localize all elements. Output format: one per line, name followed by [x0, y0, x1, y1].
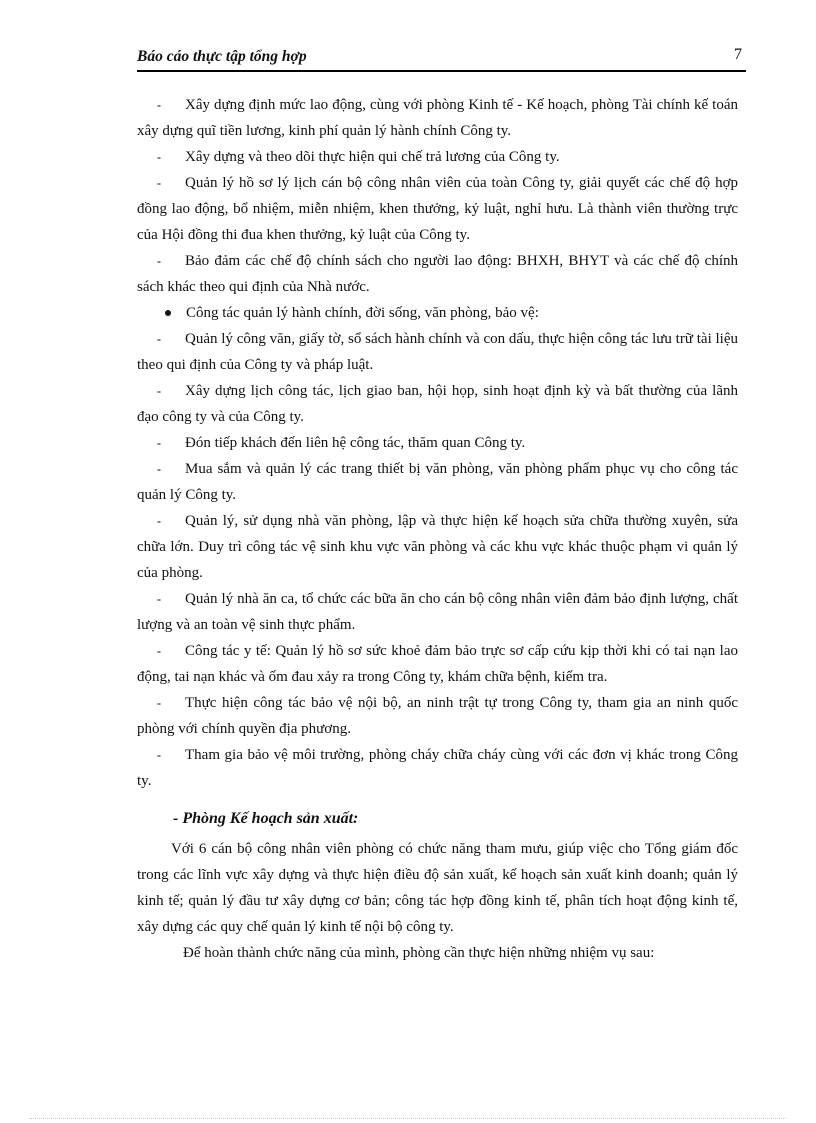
- body-paragraph: Với 6 cán bộ công nhân viên phòng có chức năng tham mưu, giúp việc cho Tổng giám đốc trong các lĩnh vực xây dựng và thực hiện điều độ sản xuất, kế hoạch sản xuất kinh doanh; quản lý kinh tế; quản lý đầu tư xây dựng cơ bản; công tác hợp đồng kinh tế, phân tích hoạt động kinh tế, xây dựng các quy chế quản lý kinh tế nội bộ công ty.: [137, 841, 738, 935]
- list-item: - Đón tiếp khách đến liên hệ công tác, thăm quan Công ty.: [137, 430, 738, 456]
- page-number: 7: [734, 46, 742, 63]
- dash-marker: -: [157, 150, 161, 164]
- list-item: - Xây dựng định mức lao động, cùng với phòng Kinh tế - Kế hoạch, phòng Tài chính kế toán xây dựng quĩ tiền lương, kinh phí quản lý hành chính Công ty.: [137, 92, 738, 144]
- header-title: Báo cáo thực tập tổng hợp: [137, 48, 307, 65]
- dash-marker: -: [157, 696, 161, 710]
- list-item: - Thực hiện công tác bảo vệ nội bộ, an ninh trật tự trong Công ty, tham gia an ninh quốc phòng với chính quyền địa phương.: [137, 690, 738, 742]
- dash-marker: -: [157, 176, 161, 190]
- dash-marker: -: [157, 748, 161, 762]
- list-item: - Quản lý nhà ăn ca, tổ chức các bữa ăn cho cán bộ công nhân viên đảm bảo định lượng, chất lượng và an toàn vệ sinh thực phẩm.: [137, 586, 738, 638]
- document-body: [137, 92, 738, 966]
- dash-marker: -: [157, 436, 161, 450]
- bullet-dot-icon: [165, 310, 171, 316]
- list-item: - Xây dựng lịch công tác, lịch giao ban, hội họp, sinh hoạt định kỳ và bất thường của lãnh đạo công ty và của Công ty.: [137, 378, 738, 430]
- list-item: - Mua sắm và quản lý các trang thiết bị văn phòng, văn phòng phẩm phục vụ cho công tác quản lý Công ty.: [137, 456, 738, 508]
- section-heading: - Phòng Kế hoạch sản xuất:: [173, 810, 359, 827]
- section-bullet: Công tác quản lý hành chính, đời sống, văn phòng, bảo vệ:: [137, 300, 738, 326]
- dash-marker: -: [157, 254, 161, 268]
- dash-marker: -: [157, 332, 161, 346]
- list-item: - Quản lý, sử dụng nhà văn phòng, lập và thực hiện kế hoạch sửa chữa thường xuyên, sửa chữa lớn. Duy trì công tác vệ sinh khu vực văn phòng và các khu vực khác thuộc phạm vi quản lý của phòng.: [137, 508, 738, 586]
- list-item: - Bảo đảm các chế độ chính sách cho người lao động: BHXH, BHYT và các chế độ chính sách khác theo qui định của Nhà nước.: [137, 248, 738, 300]
- dash-marker: -: [157, 592, 161, 606]
- body-paragraph: Để hoàn thành chức năng của mình, phòng cần thực hiện những nhiệm vụ sau:: [183, 945, 655, 961]
- list-item: - Xây dựng và theo dõi thực hiện qui chế trả lương của Công ty.: [137, 144, 738, 170]
- dash-marker: -: [157, 98, 161, 112]
- list-item: - Quản lý hồ sơ lý lịch cán bộ công nhân viên của toàn Công ty, giải quyết các chế độ hợp đồng lao động, bổ nhiệm, miễn nhiệm, khen thưởng, kỷ luật, nghỉ hưu. Là thành viên thường trực của Hội đồng thi đua khen thưởng, kỷ luật của Công ty.: [137, 170, 738, 248]
- list-item: - Tham gia bảo vệ môi trường, phòng cháy chữa cháy cùng với các đơn vị khác trong Công ty.: [137, 742, 738, 794]
- dash-marker: -: [157, 384, 161, 398]
- dash-marker: -: [157, 644, 161, 658]
- list-item: - Công tác y tế: Quản lý hồ sơ sức khoẻ đảm bảo trực sơ cấp cứu kịp thời khi có tai nạn lao động, tai nạn khác và ốm đau xảy ra trong Công ty, khám chữa bệnh, kiểm tra.: [137, 638, 738, 690]
- page-bottom-divider: [30, 1118, 786, 1119]
- dash-marker: -: [157, 462, 161, 476]
- list-item: - Quản lý công văn, giấy tờ, sổ sách hành chính và con dấu, thực hiện công tác lưu trữ tài liệu theo qui định của Công ty và pháp luật.: [137, 326, 738, 378]
- page-header: [137, 46, 746, 72]
- dash-marker: -: [157, 514, 161, 528]
